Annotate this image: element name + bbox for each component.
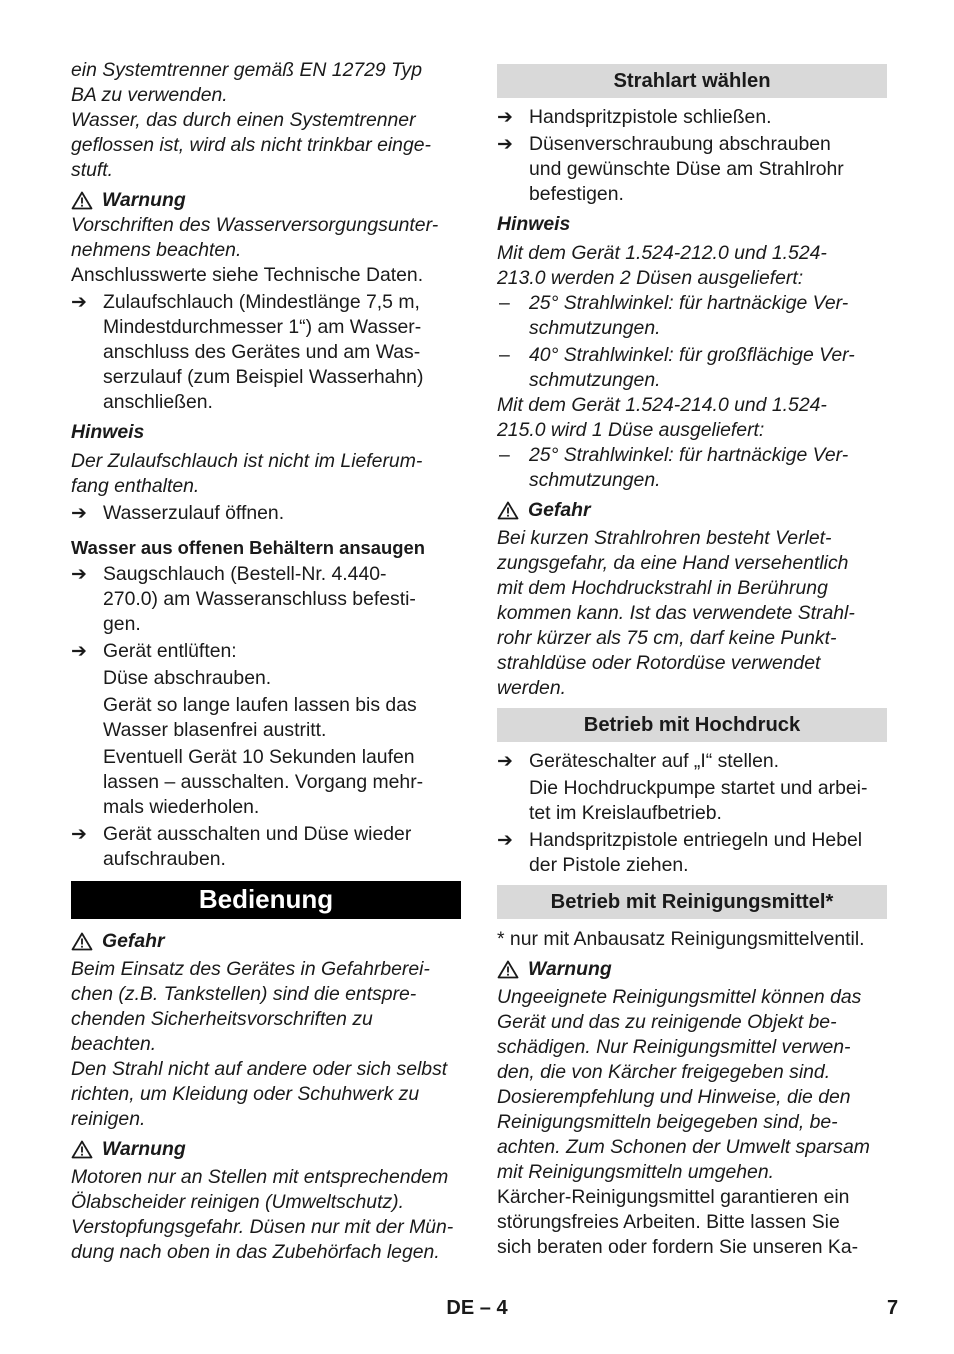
text-line: der Pistole ziehen.: [529, 854, 689, 876]
hinweis-text: [71, 449, 461, 499]
page-number: 7: [887, 1297, 899, 1319]
hinweis-text: [497, 393, 887, 443]
warning-heading: [71, 188, 461, 213]
arrow-right-icon: ➔: [497, 106, 513, 128]
text-line: stuft.: [71, 159, 114, 181]
systemtrenner-paragraph: [71, 58, 461, 183]
warning-heading: [497, 957, 887, 982]
text-line: Der Zulaufschlauch ist nicht im Lieferum-: [71, 450, 423, 472]
text-line: schmutzungen.: [529, 317, 661, 339]
text-line: befestigen.: [529, 183, 624, 205]
text-line: Dosierempfehlung und Hinweise, die den: [497, 1086, 851, 1108]
step-pistole-entriegeln: [497, 828, 887, 878]
text-line: richten, um Kleidung oder Schuhwerk zu: [71, 1083, 420, 1105]
text-line: Den Strahl nicht auf andere oder sich selbst: [71, 1058, 448, 1080]
anschlusswerte-text: Anschlusswerte siehe Technische Daten.: [71, 264, 424, 286]
section-heading-bedienung: Bedienung: [71, 881, 461, 919]
body-text: [497, 1185, 887, 1260]
text-line: sich beraten oder fordern Sie unseren Ka-: [497, 1236, 859, 1258]
text-line: Gerät entlüften:: [103, 640, 237, 662]
text-line: Eventuell Gerät 10 Sekunden laufen: [103, 746, 415, 768]
text-line: 215.0 wird 1 Düse ausgeliefert:: [497, 419, 765, 441]
text-line: beachten.: [71, 1033, 157, 1055]
text-line: Düse abschrauben.: [103, 667, 272, 689]
step-ausschalten: [71, 822, 461, 872]
text-line: chen (z.B. Tankstellen) sind die entspre-: [71, 983, 417, 1005]
text-line: fang enthalten.: [71, 475, 200, 497]
text-line: Gerät und das zu reinigende Objekt be-: [497, 1011, 837, 1033]
text-line: Motoren nur an Stellen mit entsprechendem: [71, 1166, 449, 1188]
text-line: Wasser, das durch einen Systemtrenner: [71, 109, 416, 131]
text-line: schmutzungen.: [529, 369, 661, 391]
text-line: Mit dem Gerät 1.524-212.0 und 1.524-: [497, 242, 827, 264]
dash-icon: –: [499, 344, 510, 366]
text-line: Mindestdurchmesser 1“) am Wasser-: [103, 316, 422, 338]
text-line: Handspritzpistole entriegeln und Hebel: [529, 829, 863, 851]
warning-text: [71, 213, 461, 263]
text-line: geflossen ist, wird als nicht trinkbar einge-: [71, 134, 431, 156]
step-wasserzulauf: [71, 501, 461, 526]
text-line: achten. Zum Schonen der Umwelt sparsam: [497, 1136, 870, 1158]
text-line: Zulaufschlauch (Mindestlänge 7,5 m,: [103, 291, 420, 313]
text-line: Verstopfungsgefahr. Düsen nur mit der Mün-: [71, 1216, 454, 1238]
step-zulaufschlauch: [71, 290, 461, 415]
danger-heading: [497, 498, 887, 523]
arrow-right-icon: ➔: [71, 563, 87, 585]
subsection-heading: Wasser aus offenen Behältern ansaugen: [71, 537, 425, 558]
hinweis-title: Hinweis: [71, 421, 145, 443]
text-line: Kärcher-Reinigungsmittel garantieren ein: [497, 1186, 850, 1208]
arrow-right-icon: ➔: [71, 640, 87, 662]
step-substep: [497, 776, 887, 826]
warning-triangle-icon: [497, 960, 519, 979]
warning-title: Warnung: [102, 189, 186, 211]
step-entlueften: [71, 639, 461, 664]
text-line: 40° Strahlwinkel: für großflächige Ver-: [529, 344, 855, 366]
text-line: Reinigungsmitteln beigegeben sind, be-: [497, 1111, 838, 1133]
arrow-right-icon: ➔: [497, 750, 513, 772]
text-line: anschließen.: [103, 391, 213, 413]
left-column: [71, 58, 461, 1265]
warning-title: Warnung: [102, 1138, 186, 1160]
warning-text: [71, 1165, 461, 1265]
text-line: werden.: [497, 677, 566, 699]
text-line: schmutzungen.: [529, 469, 661, 491]
footnote-text: * nur mit Anbausatz Reinigungsmittelventil.: [497, 928, 865, 950]
right-column: [497, 64, 887, 1260]
arrow-right-icon: ➔: [71, 823, 87, 845]
arrow-right-icon: ➔: [71, 502, 87, 524]
text-line: 213.0 werden 2 Düsen ausgeliefert:: [497, 267, 804, 289]
text-line: Ungeeignete Reinigungsmittel können das: [497, 986, 862, 1008]
warning-triangle-icon: [497, 501, 519, 520]
text-line: 270.0) am Wasseranschluss befesti-: [103, 588, 416, 610]
step-pistole-schliessen: [497, 105, 887, 130]
text-line: Mit dem Gerät 1.524-214.0 und 1.524-: [497, 394, 827, 416]
step-substep: [71, 666, 461, 691]
arrow-right-icon: ➔: [71, 291, 87, 313]
section-heading-strahlart: Strahlart wählen: [497, 64, 887, 98]
text-line: mals wiederholen.: [103, 796, 260, 818]
text-line: anschluss des Gerätes und am Was-: [103, 341, 421, 363]
text-line: gen.: [103, 613, 141, 635]
danger-text: [497, 526, 887, 701]
danger-title: Gefahr: [102, 930, 165, 952]
step-substep: [71, 745, 461, 820]
text-line: Geräteschalter auf „I“ stellen.: [529, 750, 780, 772]
danger-heading: [71, 929, 461, 954]
text-line: reinigen.: [71, 1108, 146, 1130]
section-heading-hochdruck: Betrieb mit Hochdruck: [497, 708, 887, 742]
text-line: Handspritzpistole schließen.: [529, 106, 772, 128]
text-line: und gewünschte Düse am Strahlrohr: [529, 158, 844, 180]
arrow-right-icon: ➔: [497, 133, 513, 155]
text-line: Ölabscheider reinigen (Umweltschutz).: [71, 1191, 405, 1213]
step-saugschlauch: [71, 562, 461, 637]
text-line: Vorschriften des Wasserversorgungsunter-: [71, 214, 439, 236]
section-heading-reinigungsmittel: Betrieb mit Reinigungsmittel*: [497, 885, 887, 919]
text-line: chenden Sicherheitsvorschriften zu: [71, 1008, 373, 1030]
text-line: mit dem Hochdruckstrahl in Berührung: [497, 577, 828, 599]
footer-language-page: DE – 4: [446, 1297, 508, 1319]
text-line: Die Hochdruckpumpe startet und arbei-: [529, 777, 868, 799]
text-line: Wasser blasenfrei austritt.: [103, 719, 327, 741]
text-line: Gerät ausschalten und Düse wieder: [103, 823, 412, 845]
hinweis-title: Hinweis: [497, 213, 571, 235]
dash-icon: –: [499, 292, 510, 314]
text-line: lassen – ausschalten. Vorgang mehr-: [103, 771, 424, 793]
arrow-right-icon: ➔: [497, 829, 513, 851]
text-line: strahldüse oder Rotordüse verwendet: [497, 652, 821, 674]
text-line: schädigen. Nur Reinigungsmittel verwen-: [497, 1036, 851, 1058]
list-item: [497, 291, 887, 341]
warning-text: [497, 985, 887, 1185]
text-line: mit Reinigungsmitteln umgehen.: [497, 1161, 774, 1183]
step-geraeteschalter: [497, 749, 887, 774]
danger-text: [71, 957, 461, 1132]
text-line: Bei kurzen Strahlrohren besteht Verlet-: [497, 527, 832, 549]
text-line: Beim Einsatz des Gerätes in Gefahrberei-: [71, 958, 430, 980]
text-line: 25° Strahlwinkel: für hartnäckige Ver-: [529, 292, 849, 314]
warning-heading: [71, 1137, 461, 1162]
text-line: Wasserzulauf öffnen.: [103, 502, 285, 524]
hinweis-text: [497, 241, 887, 291]
text-line: aufschrauben.: [103, 848, 226, 870]
step-substep: [71, 693, 461, 743]
text-line: zungsgefahr, da eine Hand versehentlich: [497, 552, 849, 574]
danger-title: Gefahr: [528, 499, 591, 521]
text-line: störungsfreies Arbeiten. Bitte lassen Sie: [497, 1211, 840, 1233]
step-duese-wechseln: [497, 132, 887, 207]
text-line: rohr kürzer als 75 cm, darf keine Punkt-: [497, 627, 837, 649]
text-line: Gerät so lange laufen lassen bis das: [103, 694, 417, 716]
text-line: den, die von Kärcher freigegeben sind.: [497, 1061, 831, 1083]
text-line: tet im Kreislaufbetrieb.: [529, 802, 722, 824]
text-line: Saugschlauch (Bestell-Nr. 4.440-: [103, 563, 387, 585]
warning-triangle-icon: [71, 932, 93, 951]
text-line: 25° Strahlwinkel: für hartnäckige Ver-: [529, 444, 849, 466]
text-line: nehmens beachten.: [71, 239, 242, 261]
list-item: [497, 343, 887, 393]
list-item: [497, 443, 887, 493]
text-line: kommen kann. Ist das verwendete Strahl-: [497, 602, 855, 624]
warning-triangle-icon: [71, 191, 93, 210]
dash-icon: –: [499, 444, 510, 466]
warning-title: Warnung: [528, 958, 612, 980]
text-line: Düsenverschraubung abschrauben: [529, 133, 831, 155]
text-line: BA zu verwenden.: [71, 84, 228, 106]
warning-triangle-icon: [71, 1140, 93, 1159]
text-line: serzulauf (zum Beispiel Wasserhahn): [103, 366, 424, 388]
text-line: ein Systemtrenner gemäß EN 12729 Typ: [71, 59, 422, 81]
text-line: dung nach oben in das Zubehörfach legen.: [71, 1241, 440, 1263]
